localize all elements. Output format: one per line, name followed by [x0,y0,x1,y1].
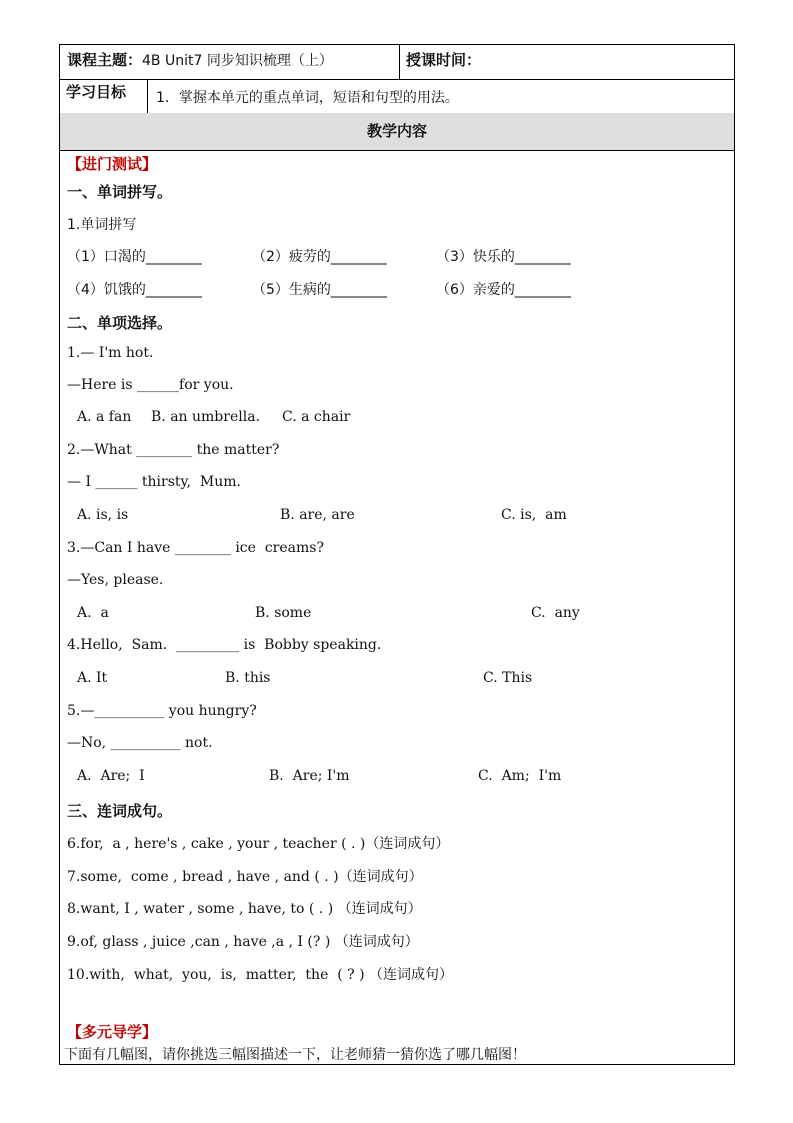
option: C. This [483,670,533,686]
question-1-line2: —Here is ______for you. [67,377,234,393]
option: B. this [225,670,271,686]
column-divider [399,45,400,79]
entry-test-title: 【进门测试】 [67,155,158,173]
question-5-prompt: 5.—__________ you hungry? [67,703,257,719]
section3-title: 三、连词成句。 [67,802,173,820]
header-row-topic [60,45,734,80]
goal-label: 学习目标 [66,83,127,101]
question-2-prompt: 2.—What ________ the matter? [67,442,280,458]
sentence-item: 10.with, what, you, is, matter, the ( ? ) （连词成句） [67,967,454,983]
option: A. is, is [77,507,129,523]
question-3-line2: —Yes, please. [67,572,164,588]
guide-text: 下面有几幅图，请你挑选三幅图描述一下，让老师猜一猜你选了哪几幅图！ [64,1047,526,1063]
spelling-item: （6）亲爱的________ [436,282,571,298]
question-2-line2: — I ______ thirsty, Mum. [67,474,241,490]
question-4-prompt: 4.Hello, Sam. _________ is Bobby speaking. [67,637,382,653]
option: A. It [77,670,108,686]
topic-cell [67,45,333,76]
option: A. a [77,605,109,621]
guide-title: 【多元导学】 [67,1023,158,1041]
sentence-item: 8.want, I , water , some , have, to ( . ) （连词成句） [67,901,422,917]
question-3-prompt: 3.—Can I have ________ ice creams? [67,540,324,556]
option: B. some [255,605,312,621]
option: C. Am; I'm [478,768,562,784]
question-5-line2: —No, __________ not. [67,735,213,751]
topic-label: 课程主题： [67,51,143,69]
time-label: 授课时间： [406,51,482,69]
sentence-item: 9.of, glass , juice ,can , have ,a , I (? ) （连词成句） [67,934,419,950]
option: C. a chair [282,409,351,425]
option: C. is, am [501,507,567,523]
option: C. any [531,605,580,621]
worksheet-table [59,44,735,1065]
spelling-item: （5）生病的________ [252,282,387,298]
spelling-item: （1）口渴的________ [67,249,202,265]
option: A. Are; I [77,768,145,784]
sentence-item: 7.some, come , bread , have , and ( . )（连词成句） [67,869,423,885]
content-header: 教学内容 [60,113,734,151]
option: B. are, are [280,507,355,523]
section1-title: 一、单词拼写。 [67,183,173,201]
section2-title: 二、单项选择。 [67,314,173,332]
header-row-goal [60,79,734,114]
column-divider [147,79,148,113]
section1-sub: 1.单词拼写 [67,217,137,233]
topic-value: 4B Unit7 同步知识梳理（上） [142,53,333,69]
question-1-prompt: 1.— I'm hot. [67,345,154,361]
spelling-item: （2）疲劳的________ [252,249,387,265]
spelling-item: （4）饥饿的________ [67,282,202,298]
spelling-item: （3）快乐的________ [436,249,571,265]
option: B. an umbrella. [151,409,260,425]
sentence-item: 6.for, a , here's , cake , your , teacher ( . )（连词成句） [67,836,450,852]
option: A. a fan [77,409,132,425]
option: B. Are; I'm [269,768,350,784]
goal-value: 1．掌握本单元的重点单词，短语和句型的用法。 [156,90,459,106]
